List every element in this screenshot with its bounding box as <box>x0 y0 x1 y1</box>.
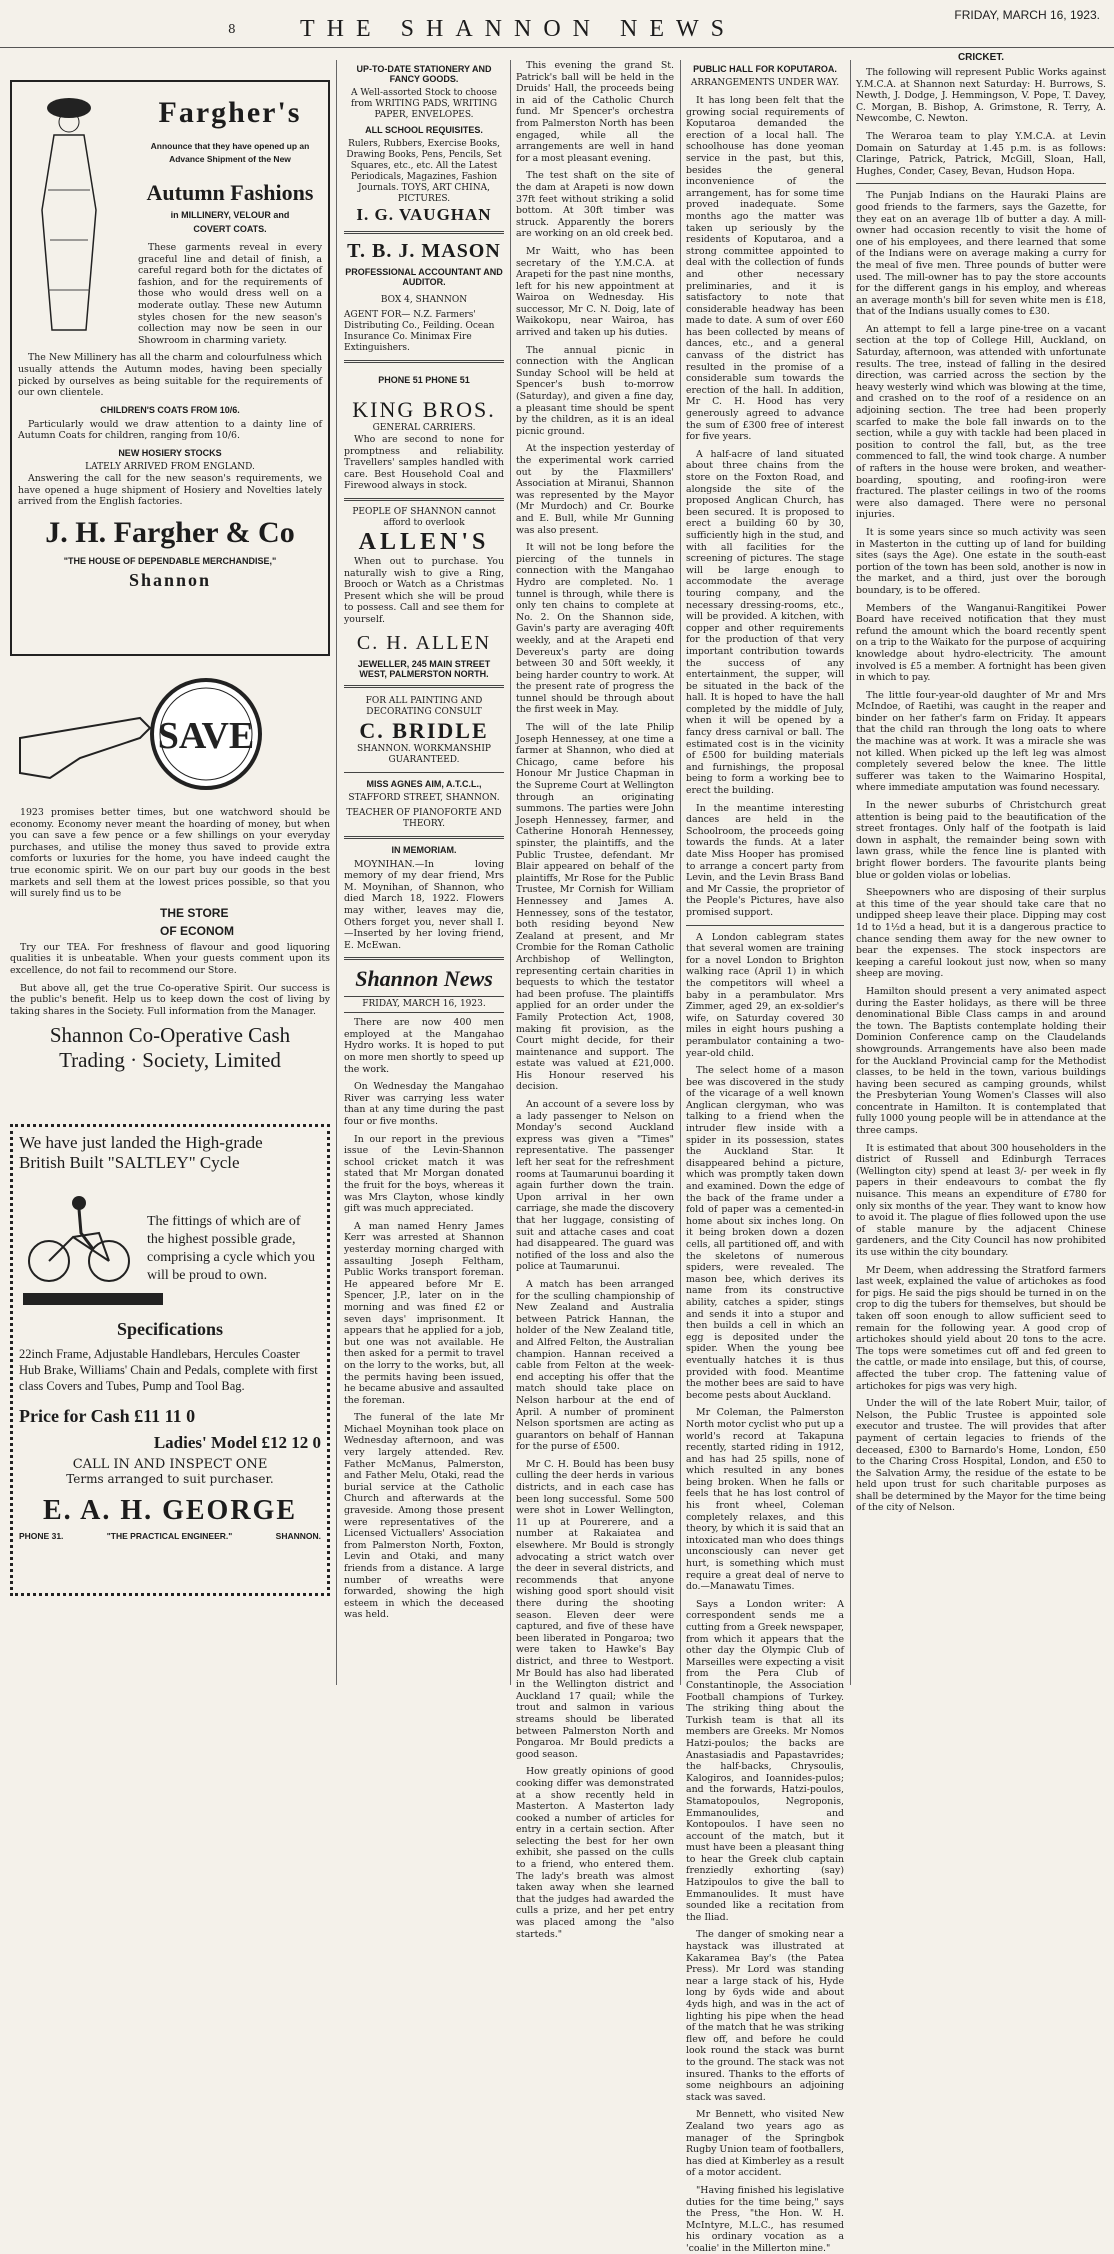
vaughan-body: A Well-assorted Stock to choose from WRITING PADS, WRITING PAPER, ENVELOPES. <box>350 88 498 120</box>
fargher-intro: Announce that they have opened up an Advance Shipment of the New <box>150 141 310 164</box>
george-fitting: The fittings of which are of the highest possible grade, comprising a cycle which you will be proud to own. <box>147 1214 315 1283</box>
column-rule <box>336 60 337 1685</box>
george-advert <box>10 1124 330 1596</box>
news-5: The funeral of the late Mr Michael Moynihan took place on Wednesday afternoon, and was very largely attended. Rev. Father McManus, Palmerston, and Father Melu, Otaki, read the burial service at the Catholic Church and afterwards at the graveside. Among those present were representatives of the Licensed Victuallers' Association from Palmerston North, Foxton, Levin and Otaki, and many friends from a distance. A large number of wreaths were forwarded, showing the high esteem in which the deceased was held. <box>344 1412 504 1621</box>
allen-body: When out to purchase. You naturally wish to give a Ring, Brooch or Watch as a Christmas Present which she will be proud to possess. Call and see them for yourself. <box>344 555 504 625</box>
black-bar <box>23 1293 163 1305</box>
divider <box>344 231 504 234</box>
coop-name2: Trading · Society, Limited <box>59 1048 281 1073</box>
fargher-tagline: "THE HOUSE OF DEPENDABLE MERCHANDISE," <box>63 555 277 566</box>
king-name: KING BROS. <box>352 397 496 422</box>
paper-date: FRIDAY, MARCH 16, 1923. <box>344 996 504 1013</box>
fargher-headline: Autumn Fashions <box>146 180 314 205</box>
column-rule <box>680 60 681 1685</box>
kids-coats-body: Particularly would we draw attention to a dainty line of Autumn Coats for children, ranging from 10/6. <box>18 418 322 442</box>
coop-name1: Shannon Co-Operative Cash <box>49 1023 291 1048</box>
vaughan-school: ALL SCHOOL REQUISITES. <box>365 125 483 135</box>
article: Under the will of the late Robert Muir, tailor, of Nelson, the Public Trustee is appointed sole executor and trustee. The will provides that after payment of certain legacies to friends of the deceased, £300 to Barnardo's Home, London, £50 to the Charing Cross Hospital, London, and £50 to the Salvation Army, the residue of the estate to be held upon trust for such charitable purposes as shall be determined by the Mayor for the time being of the city of Nelson. <box>856 1398 1106 1514</box>
newspaper-title: THE SHANNON NEWS <box>300 16 736 42</box>
king-phones: PHONE 51 PHONE 51 <box>378 375 470 385</box>
cyclist-illustration <box>23 1189 133 1289</box>
fashion-lady-illustration <box>26 90 112 340</box>
aim-addr: STAFFORD STREET, SHANNON. <box>348 792 500 803</box>
article: Members of the Wanganui-Rangitikei Power Board have received notification that they must refund the amount which the board recently spent on a trip to the Waikato for the purpose of acquiring knowledge about hydro-electricity. The amount involved is £5 a member. A fortnight has been given in which to pay. <box>856 602 1106 684</box>
article: Says a London writer: A correspondent sends me a cutting from a Greek newspaper, from which it appears that the other day the Olympic Club of Marseilles were expecting a visit from the Pera Club of Constantinople, the Association Football champions of Turkey. The striking thing about the Turkish team is that all its members are Greeks. Mr Nomos Hatzi-poulos; the backs are Anastasiadis and Papastavrides; the half-backs, Chrysoulis, Kalogiros, and Ioannides-pulos; and the forwards, Hatzi-poulos, Stamatopoulos, Negroponis, Emmanoulides, and Kontopoulos. I have seen no account of the match, but it must have been a pleasant thing to hear the Greek club captain frenziedly exhorting (say) Hatzipoulos to give the ball to Emmanoulides. It must have sounded like a recitation from the Iliad. <box>686 1598 844 1923</box>
fargher-body1: These garments reveal in every graceful line and detail of finish, a careful regard both for the dictates of fashion, and for the requirements of those who would dress well on a moderate outlay. These new Autumn styles chosen for the new season's collection may now be seen in our Showroom in charming variety. <box>138 242 322 346</box>
cricket-heading: CRICKET. <box>957 52 1005 63</box>
divider <box>344 957 504 960</box>
cricket-1: The following will represent Public Works against Y.M.C.A. at Shannon next Saturday: H. Burrows, S. Newth, J. Dodge, J. Hemmingson, V. Pope, T. Davey, C. Morgan, B. Bishop, A. Grimstone, R. Terry, A. Newcombe, C. Newton. <box>856 67 1106 125</box>
koputaroa-heading: PUBLIC HALL FOR KOPUTAROA. <box>693 64 837 74</box>
bridle-sub: SHANNON. WORKMANSHIP GUARANTEED. <box>356 743 491 765</box>
article: Mr C. H. Bould has been busy culling the deer herds in various districts, and in each case has been long successful. Some 500 were shot in Lower Wellington, 11 up at Pourerere, and a number at Rakaiatea and elsewhere. Mr Bould is strongly advocating a strict watch over the deer in several districts, and recommends that anyone wishing good sport should visit there during the shooting season. Eleven deer were captured, and five of these have been liberated in Pongaroa; two were taken to Hawke's Bay district, and three to Westport. Mr Bould has also had liberated in the Wellington district and Auckland 17 quail; while the trout and salmon in various streams should be liberated between Palmerston North and Pongaroa. Mr Bould predicts a good season. <box>516 1458 674 1760</box>
vaughan-heading: UP-TO-DATE STATIONERY AND FANCY GOODS. <box>356 64 492 84</box>
divider <box>344 360 504 363</box>
masthead <box>0 0 1114 48</box>
article: In the meantime interesting dances are held in the Schoolroom, the proceeds going towards the funds. At a later date Miss Hooper has promised to arrange a concert party from Levin, and the Levin Brass Band and Mr Cassie, the proprietor of the People's Pictures, have also promised support. <box>686 802 844 918</box>
coop-body3: But above all, get the true Co-operative Spirit. Our success is the public's benefit. Help us to keep down the cost of living by taking shares in the Society. Full information from the Manager. <box>10 982 330 1017</box>
article: Hamilton should present a very animated aspect during the Easter holidays, as there will be three denominational Bible Class camps in and around the town. The Baptists contemplate holding their Dominion Conference camp on the Claudelands showgrounds. Arrangements have also been made for the Auckland Provincial camp for the Methodist classes, to be held in the town, various buildings having been secured as camping grounds, whilst the Presbyterian Young Women's Classes will also concentrate in Hamilton. It is contemplated that fully 1000 young people will be in attendance at the three camps. <box>856 985 1106 1137</box>
fargher-town: Shannon <box>128 569 212 590</box>
bridle-name: C. BRIDLE <box>359 717 489 743</box>
fargher-firm: J. H. Fargher & Co <box>45 515 295 549</box>
george-ladies: Ladies' Model £12 12 0 <box>153 1433 321 1452</box>
george-call: CALL IN AND INSPECT ONE <box>72 1457 268 1472</box>
column-4 <box>686 60 844 2254</box>
mason-agent: AGENT FOR— N.Z. Farmers' Distributing Co., Feilding. Ocean Insurance Co. Minimax Fire Extinguishers. <box>344 310 495 353</box>
cricket-2: The Weraroa team to play Y.M.C.A. at Levin Domain on Saturday at 1.45 p.m. is as follows: Claringe, Patrick, Patrick, McGill, Sloan, Hall, Hughes, Conder, Casey, Bevan, Hudson Hopa. <box>856 130 1106 177</box>
aim-name: MISS AGNES AIM, A.T.C.L., <box>366 778 482 789</box>
column-rule <box>510 60 511 1685</box>
article: It will not be long before the piercing of the tunnels in connection with the Mangahao Hydro are completed. No. 1 tunnel is through, while there is only ten chains to complete at No. 2. On the Shannon side, Gavin's party are averaging 40ft weekly, and at the Arapeti end Devereux's party are doing between 30 and 50ft weekly, it being harder country to work. At the present rate of progress the tunnel should be through about the first week in May. <box>516 542 674 716</box>
article: This evening the grand St. Patrick's ball will be held in the Druids' Hall, the proceeds being in aid of the Catholic Church fund. Mr Spencer's orchestra from Palmerston North has been engaged, while all the arrangements are well in hand for a most pleasant evening. <box>516 60 674 164</box>
news-2: On Wednesday the Mangahao River was carrying less water than at any time during the past four or five months. <box>344 1081 504 1128</box>
article: In the newer suburbs of Christchurch great attention is being paid to the beautification of the street frontages. Only half of the footpath is laid down in asphalt, the remainder being sown with lawn grass, while the fence line is planted with bright flower borders. The favourite plants being blue or golden violas or lobelias. <box>856 800 1106 881</box>
page-number: 8 <box>228 22 236 36</box>
divider <box>344 836 504 839</box>
news-3: In our report in the previous issue of the Levin-Shannon school cricket match it was stated that Mr Morgan donated the fruit for the boys, whereas it was Mrs Clayton, whose kindly gift was much appreciated. <box>344 1133 504 1215</box>
article: Mr Waitt, who has been secretary of the Y.M.C.A. at Arapeti for the past nine months, left for his new appointment at Wairoa on Wednesday. His successor, Mr C. N. Doig, late of Waikokopu, near Wairoa, has arrived and taken up his duties. <box>516 245 674 339</box>
george-terms: Terms arranged to suit purchaser. <box>66 1472 274 1486</box>
fargher-body2: The New Millinery has all the charm and colourfulness which usually attends the Autumn modes, having been specially picked by ourselves as being suitable for the requirements of our own clientele. <box>18 352 322 399</box>
bridle-pre: FOR ALL PAINTING AND DECORATING CONSULT <box>365 695 483 717</box>
george-head2: British Built "SALTLEY" Cycle <box>19 1153 240 1172</box>
article: How greatly opinions of good cooking differ was demonstrated at a show recently held in Masterton. A Masterton lady cooked a number of articles for entry in a certain section. After selecting the best for her own exhibit, she passed on the culls to a friend, who entered them. The lady's breath was almost taken away when she learned that the judges had awarded the culls a prize, and her pet entry was placed among the "also starteds." <box>516 1766 674 1940</box>
divider <box>344 772 504 773</box>
allen-sub: JEWELLER, 245 MAIN STREET WEST, PALMERSTON NORTH. <box>357 658 491 679</box>
hosiery-sub: LATELY ARRIVED FROM ENGLAND. <box>85 461 255 472</box>
aim-sub: TEACHER OF PIANOFORTE AND THEORY. <box>346 807 502 829</box>
article: The test shaft on the site of the dam at Arapeti is now down 37ft feet without striking a solid bottom. At 30ft timber was struck. Apparently the borers are working on an old creek bed. <box>516 170 674 240</box>
hosiery-body: Answering the call for the new season's requirements, we have opened a huge shipment of Hosiery and Novelties lately arrived from the English factories. <box>18 472 322 508</box>
article: Sheepowners who are disposing of their surplus at this time of the year should take care that no undipped sheep leave their place. Dipping may cost 1d to 1½d a head, but it is a dangerous practice to chance sending them away for the new owner to bear the expenses. The stock inspectors are keeping a careful lookout just now, when so many sheep are moving. <box>856 887 1106 980</box>
george-head1: We have just landed the High-grade <box>19 1133 263 1152</box>
george-town: SHANNON. <box>275 1531 321 1541</box>
mason-name: T. B. J. MASON <box>347 240 501 262</box>
article: The will of the late Philip Joseph Hennessey, at one time a farmer at Shannon, who died at Chicago, came before his Honour Mr Justice Chapman in the Supreme Court at Wellington through an originating summons. The parties were John Joseph Hennessey, farmer, and Catherine Honorah Hennessey, spinster, the plaintiffs, and the Public Trustee, defendant. Mr Blair appeared on behalf of the plaintiffs, Mr Rose for the Public Trustee, Mr Cornish for William Hennessey and James A. Hennessey, sons of the testator, both residing beyond New Zealand at present, and Mr Crombie for the Roman Catholic Archbishop of Wellington, representing certain charities in bequests to which the testator had been profuse. The plaintiffs applied for an order under the Family Protection Act, 1908, making fit provision, as the Court might decide, for their maintenance and support. The estate was valued at £21,000. His Honour reserved his decision. <box>516 722 674 1093</box>
divider <box>856 183 1106 184</box>
divider <box>344 685 504 688</box>
fargher-advert <box>10 80 330 656</box>
article: A London cablegram states that several women are training for a novel London to Brighton walking race (April 1) in which the competitors will wheel a baby in a perambulator. Mrs Zimmer, aged 29, an ex-soldier's wife, on Saturday covered 30 miles in eight hours pushing a perambulator containing a two-year-old child. <box>686 931 844 1059</box>
column-2 <box>344 60 504 1685</box>
column-3 <box>516 60 674 1940</box>
george-tag: "THE PRACTICAL ENGINEER." <box>106 1531 233 1541</box>
coop-advert <box>10 668 330 1108</box>
issue-date: FRIDAY, MARCH 16, 1923. <box>954 8 1100 22</box>
article: An attempt to fell a large pine-tree on a vacant section at the top of College Hill, Auckland, on Saturday, afternoon, was attended with unfortunate results. The tree, instead of falling in the desired direction, was carried across the section by the heavy westerly wind which was blowing at the time, and crashed on to the roof of a residence on an adjoining section. The tree had been properly scarfed to make the bole fall inwards on to the section, while a guy with tackle had been placed in position to control the fall, but, as the tree commenced to fall, the wind took charge. A number of rafters in the house were broken, and weather-boarding, spouting, and roofing-iron were fractured. The plaster ceilings in two of the rooms were also damaged. There were no personal injuries. <box>856 323 1106 521</box>
memoriam-heading: IN MEMORIAM. <box>391 844 457 855</box>
article: The little four-year-old daughter of Mr and Mrs McIndoe, of Raetihi, was caught in the reaper and binder on her father's farm on Friday. It appears that the child ran through the long oats to where the machine was at work. It was a miracle she was not killed. When picked up the left leg was almost completely severed below the knee. The little sufferer was taken to the Waimarino Hospital, where immediate amputation was found necessary. <box>856 689 1106 794</box>
allen-name: C. H. ALLEN <box>356 631 492 654</box>
column-rule <box>850 60 851 1685</box>
article: Mr Deem, when addressing the Stratford farmers last week, explained the value of artichokes as food for pigs. He said the pigs should be turned in on the crop to dig the tubers for themselves, but should be taken off soon enough to allow sufficient seed to remain for the following year. A good crop of artichokes should yield about 20 tons to the acre. The tops were sometimes cut off and fed green to the cattle, or made into ensilage, but this, of course, affected the tuber crop. The fattening value of artichokes for pigs was very high. <box>856 1264 1106 1392</box>
article: At the inspection yesterday of the experimental work carried out by the Flaxmillers' Association at Miranui, Shannon was represented by the Mayor (Mr Murdoch) and Cr. Bourke and E. Bull, while Mr Gunning was also present. <box>516 443 674 536</box>
king-body: Who are second to none for promptness and reliability. Travellers' samples handled with care. Best Household Coal and Firewood always in stock. <box>344 434 504 492</box>
save-text: SAVE <box>157 715 255 757</box>
allen-big: ALLEN'S <box>358 528 490 555</box>
vaughan-list: Rulers, Rubbers, Exercise Books, Drawing Books, Pens, Pencils, Set Squares, etc., etc. All the Latest Periodicals, Magazines, Fashion Journals. TOYS, ART CHINA, PICTURES. <box>346 139 502 204</box>
george-footer <box>19 1531 321 1541</box>
article: The select home of a mason bee was discovered in the study of the vicarage of a well known Anglican clergyman, who was talking to a friend when the intruder flew inside with a spider in its possession, states the Auckland Star. It disappeared behind a picture, which was promptly taken down and examined. Down the edge of the back of the frame under a fold of paper was a cemented-in home about six inches long. On it being broken down a dozen cells, all partitioned off, and with the skeletons of numerous spiders, were revealed. The mason bee, which derives its name from its constructive ability, catches a spider, stings and sends it into a stupor and then builds a cell in which an egg is deposited under the spider. When the young bee eventually hatches it is thus provided with food. Meantime the mother bees are said to have become pests about Auckland. <box>686 1065 844 1401</box>
fargher-name: Fargher's <box>158 96 302 129</box>
divider <box>686 925 844 926</box>
george-spec: 22inch Frame, Adjustable Handlebars, Hercules Coaster Hub Brake, Williams' Chain and Pedals, complete with first class Covers and Tubes, Pump and Tool Bag. <box>19 1347 318 1393</box>
article: It is estimated that about 300 householders in the district of Russell and Edinburgh Terraces (Wellington city) spend at least 3/- per week in fly papers in their endeavours to combat the fly nuisance. This means an expenditure of £780 for only six months of the year. They want to know how to avoid it. The plague of flies followed upon the use of stable manure by the adjacent Chinese gardeners, and the City Council has now prohibited its use within the city boundary. <box>856 1142 1106 1258</box>
article: A half-acre of land situated about three chains from the store on the Foxton Road, and alongside the site of the proposed Anglican Church, has been secured. It is proposed to erect a building 60 by 30, sufficiently high in the stud, and with all facilities for the screening of pictures. The stage will be large enough to accommodate the average touring company, and the necessary dressing-rooms, etc., will be provided. A kitchen, with copper and other requirements for the production of that very important contribution towards the success of any entertainment, the supper, will be situated in the back of the hall. It is hoped to have the hall completed by the middle of July, when it will be opened by a fancy dress carnival or ball. The estimated cost is in the vicinity of £500 for building materials and furnishings, the proposal being to form a working bee to erect the building. <box>686 448 844 797</box>
george-firm: E. A. H. GEORGE <box>42 1495 298 1526</box>
george-price: Price for Cash £11 11 0 <box>19 1406 196 1426</box>
vaughan-name: I. G. VAUGHAN <box>356 205 492 224</box>
article: An account of a severe loss by a lady passenger to Nelson on Monday's second Auckland express was given a "Times" representative. The passenger left her seat for the refreshment rooms at Taumarunui boarding it again further down the train. Upon arrival in her own carriage, she made the discovery that her luggage, consisting of suit and attache cases and coat had disappeared. The guard was notified of the loss and also the police at Taumarunui. <box>516 1099 674 1273</box>
article: Mr Bennett, who visited New Zealand two years ago as manager of the Springbok Rugby Union team of footballers, has died at Kimberley as a result of a motor accident. <box>686 2109 844 2179</box>
coop-body2: Try our TEA. For freshness of flavour and good liquoring qualities it is unbeatable. When your guests comment upon its excellence, do not fail to recommend our Store. <box>10 941 330 976</box>
mason-box: BOX 4, SHANNON <box>380 295 468 305</box>
fargher-sub2: COVERT COATS. <box>193 224 267 234</box>
memoriam-body: MOYNIHAN.—In loving memory of my dear friend, Mrs M. Moynihan, of Shannon, who died March 18, 1922. Flowers may wither, leaves may die, Others forget you, never shall I. —Inserted by her loving friend, E. McEwan. <box>344 858 504 951</box>
article: It has long been felt that the growing social requirements of Koputaroa demanded the erection of a local hall. The schoolhouse has done yeoman service in the past, but this, besides the general inconvenience of the arrangement, has for some time proved inadequate. Some months ago the matter was taken up seriously by the residents of Koputaroa, and a strong committee appointed to deal with the collection of funds and other necessary preliminaries, and it is satisfactory to note that considerable headway has been made to date. A sum of over £60 has been collected by means of dances, etc., and a general canvass of the district has resulted in the promise of a considerable sum towards the erection of the hall. In addition, Mr C. H. Hood has very generously agreed to advance the sum of £300 free of interest for five years. <box>686 95 844 443</box>
george-spec-head: Specifications <box>117 1319 223 1339</box>
article: Mr Coleman, the Palmerston North motor cyclist who put up a world's record at Takapuna recently, started riding in 1912, and has had 25 spills, none of which resulted in any bones being broken. When he falls or feels that he has lost control of his front wheel, Coleman completely relaxes, and this theory, by which it is said that an intoxicated man who does things unconsciously can never get hurt, is something which must require a great deal of nerve to do.—Manawatu Times. <box>686 1407 844 1593</box>
news-4: A man named Henry James Kerr was arrested at Shannon yesterday morning charged with assaulting Joseph Feltham, Public Works transport foreman. He appeared before Mr E. Spencer, J.P., later on in the morning and was fined £2 or seven days' imprisonment. It appears that he applied for a job, but one was not available. He then asked for a permit to travel on the lorry to the works, but, all the permits having been issued, he became abusive and assaulted the foreman. <box>344 1220 504 1406</box>
coop-store: THE STORE <box>160 905 229 920</box>
paper-name: Shannon News <box>355 966 493 992</box>
coop-body1: 1923 promises better times, but one watchword should be economy. Economy never meant the hoarding of money, but when you can save a few pence or a few shillings on your everyday purchases, and utilise the money thus saved to provide extra comforts or luxuries for the home, you have indeed caught the true economic spirit. We on our part buy our goods in the best markets and sell them at the lowest prices possible, so that you will surely find us to be <box>10 807 330 900</box>
kids-coats-heading: CHILDREN'S COATS FROM 10/6. <box>100 404 240 415</box>
advert-column <box>10 80 330 1685</box>
pointing-hand-illustration <box>10 668 310 803</box>
article: The annual picnic in connection with the Anglican Sunday School will be held at Spencer's bush to-morrow (Saturday), and given a fine day, a pleasant time should be spent by the children, as it is an ideal picnic ground. <box>516 344 674 437</box>
fargher-sub1: in MILLINERY, VELOUR and <box>170 210 290 220</box>
column-5 <box>856 48 1106 1685</box>
george-phone: PHONE 31. <box>19 1531 64 1541</box>
hosiery-heading: NEW HOSIERY STOCKS <box>118 447 222 458</box>
coop-econ: OF ECONOM <box>160 923 234 938</box>
article: It is some years since so much activity was seen in Masterton in the cutting up of land for building sites (says the Age). One estate in the south-east portion of the town has been sold, another is now in the market, and a third, just over the borough boundary, is to be offered. <box>856 526 1106 596</box>
article: A match has been arranged for the sculling championship of New Zealand and Australia between Patrick Hannan, the holder of the New Zealand title, and Alfred Felton, the Australian champion. Hannan received a cable from Felton at the week-end accepting his offer that the match should take place on Nelson harbour at the end of April. A number of prominent Nelson sportsmen are acting as guarantors on behalf of Hannan for the purse of £500. <box>516 1278 674 1453</box>
article: The Punjab Indians on the Hauraki Plains are good friends to the farmers, says the Gazette, for they eat on an average 1lb of butter a day. A mill-owner had occasion recently to visit the home of one of his employees, and there learned that some of the Indians were on average making a curry for the meal of five men. Three pounds of butter were used. The mill-owner has to pay the store accounts for the different gangs in his employ, and whereas an average month's bill for seven white men is £18, that of the Indians usually comes to £30. <box>856 190 1106 318</box>
news-1: There are now 400 men employed at the Mangahao Hydro works. It is hoped to put on more men shortly to speed up the work. <box>344 1017 504 1075</box>
article: The danger of smoking near a haystack was illustrated at Kakaramea Bay's (the Patea Press). Mr Lord was standing near a large stack of his, Hyde long by 6yds wide and about 4yds high, and was in the act of lighting his pipe when the head of the match that he was striking flew off, and before he could look round the stack was burnt to the ground. The stack was not insured. Thanks to the efforts of some neighbours an adjoining stack was saved. <box>686 1929 844 2103</box>
koputaroa-sub: ARRANGEMENTS UNDER WAY. <box>690 78 840 88</box>
allen-pre: PEOPLE OF SHANNON cannot afford to overlook <box>352 506 496 528</box>
divider <box>344 498 504 501</box>
article: "Having finished his legislative duties for the time being," says the Press, "the Hon. W. H. McIntyre, M.L.C., has resumed his ordinary vocation as a 'coalie' in the Millerton mine." <box>686 2184 844 2254</box>
king-sub: GENERAL CARRIERS. <box>372 423 476 433</box>
mason-sub: PROFESSIONAL ACCOUNTANT AND AUDITOR. <box>345 267 503 287</box>
